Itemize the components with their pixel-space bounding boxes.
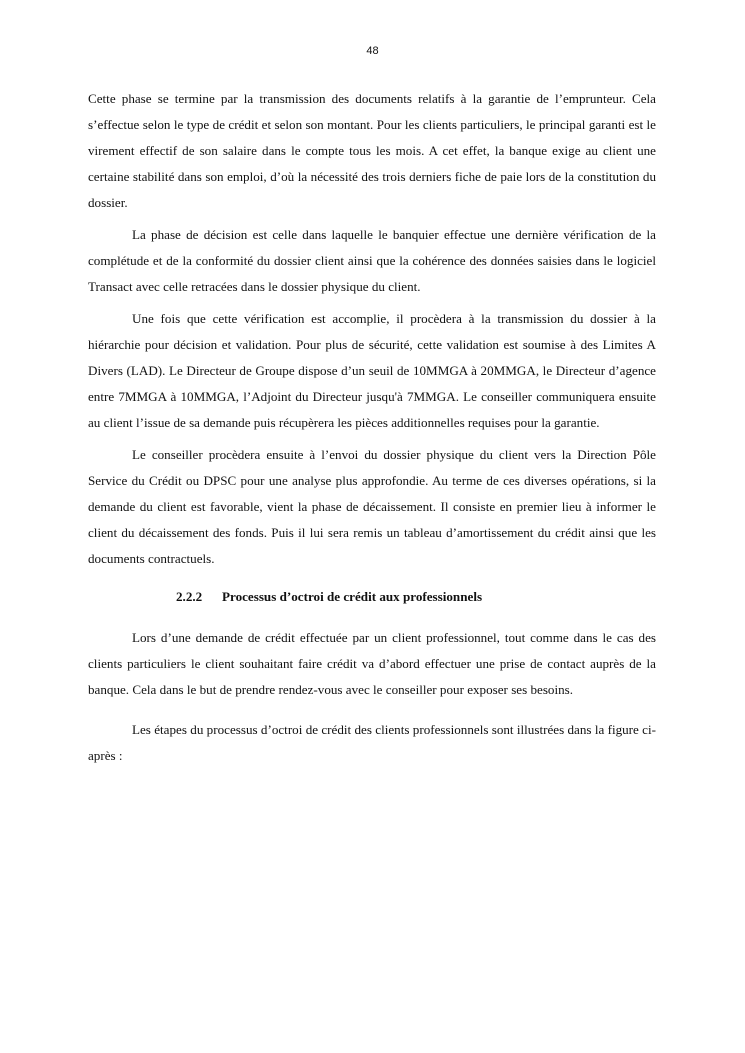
paragraph-disbursement: Le conseiller procèdera ensuite à l’envoi du dossier physique du client vers la Direction Pôle Service du Crédit ou DPSC pour une analyse plus approfondie. Au terme de ces diverses opérations, si la demande du client est favorable, vient la phase de décaissement. Il consiste en premier lieu à informer le client du décaissement des fonds. Puis il lui sera remis un tableau d’amortissement du crédit ainsi que les documents contractuels. [88,447,656,566]
paragraph-guarantee: Cette phase se termine par la transmission des documents relatifs à la garantie de l’emprunteur. Cela s’effectue selon le type de crédit et selon son montant. Pour les clients particuliers, le principal garanti est le virement effectif de son salaire dans le compte tous les mois. A cet effet, la banque exige au client une certaine stabilité dans son emploi, d’où la nécessité des trois derniers fiche de paie lors de la constitution du dossier. [88,91,656,210]
paragraph-professional-request: Lors d’une demande de crédit effectuée par un client professionnel, tout comme dans le cas des clients particuliers le client souhaitant faire crédit va d’abord effectuer une prise de contact auprès de la banque. Cela dans le but de prendre rendez-vous avec le conseiller pour exposer ses besoins. [88,630,656,697]
paragraph-figure-intro: Les étapes du processus d’octroi de crédit des clients professionnels sont illustrées dans la figure ci-après : [88,722,656,763]
paragraph-decision-phase: La phase de décision est celle dans laquelle le banquier effectue une dernière vérification de la complétude et de la conformité du dossier client ainsi que la cohérence des données saisies dans le logiciel Transact avec celle retracées dans le dossier physique du client. [88,227,656,294]
page-number: 48 [366,45,379,57]
document-body [88,86,656,769]
paragraph-validation: Une fois que cette vérification est accomplie, il procèdera à la transmission du dossier à la hiérarchie pour décision et validation. Pour plus de sécurité, cette validation est soumise à des Limites A Divers (LAD). Le Directeur de Groupe dispose d’un seuil de 10MMGA à 20MMGA, le Directeur d’agence entre 7MMGA à 10MMGA, l’Adjoint du Directeur jusqu'à 7MMGA. Le conseiller communiquera ensuite au client l’issue de sa demande puis récupèrera les pièces additionnelles requises pour la garantie. [88,311,656,430]
section-heading [88,584,656,610]
section-title: Processus d’octroi de crédit aux professionnels [222,589,483,604]
section-number: 2.2.2 [176,589,203,604]
